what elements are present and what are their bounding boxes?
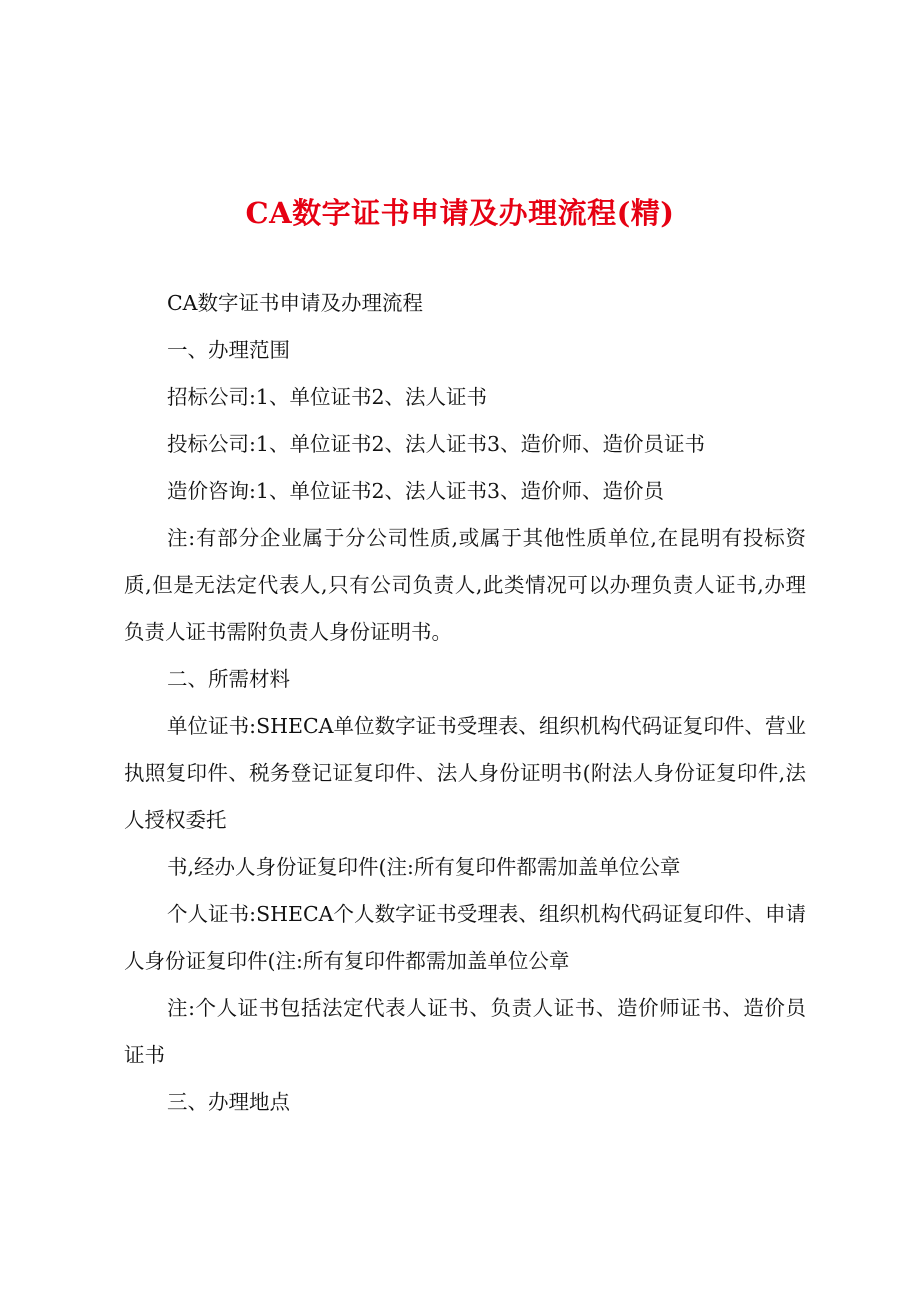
paragraph-subtitle: CA数字证书申请及办理流程 <box>167 291 423 315</box>
paragraph-note-personal: 注:个人证书包括法定代表人证书、负责人证书、造价师证书、造价员证书 <box>124 996 806 1067</box>
paragraph-unit-certificate: 单位证书:SHECA单位数字证书受理表、组织机构代码证复印件、营业执照复印件、税务登记证复印件、法人身份证明书(附法人身份证复印件,法人授权委托 <box>124 714 806 832</box>
section-heading-materials: 二、所需材料 <box>167 667 290 691</box>
paragraph-personal-certificate: 个人证书:SHECA个人数字证书受理表、组织机构代码证复印件、申请人身份证复印件(注:所有复印件都需加盖单位公章 <box>124 902 806 973</box>
paragraph-tender-company: 招标公司:1、单位证书2、法人证书 <box>167 385 487 409</box>
paragraph-cost-consulting: 造价咨询:1、单位证书2、法人证书3、造价师、造价员 <box>167 479 665 503</box>
paragraph-bidding-company: 投标公司:1、单位证书2、法人证书3、造价师、造价员证书 <box>167 432 706 456</box>
section-heading-scope: 一、办理范围 <box>167 338 290 362</box>
section-heading-location: 三、办理地点 <box>167 1090 290 1114</box>
paragraph-note-branch: 注:有部分企业属于分公司性质,或属于其他性质单位,在昆明有投标资质,但是无法定代表人,只有公司负责人,此类情况可以办理负责人证书,办理负责人证书需附负责人身份证明书。 <box>124 526 806 644</box>
paragraph-unit-certificate-cont: 书,经办人身份证复印件(注:所有复印件都需加盖单位公章 <box>167 855 681 879</box>
document-title: CA数字证书申请及办理流程(精) <box>245 196 675 230</box>
document-body <box>124 280 806 1126</box>
